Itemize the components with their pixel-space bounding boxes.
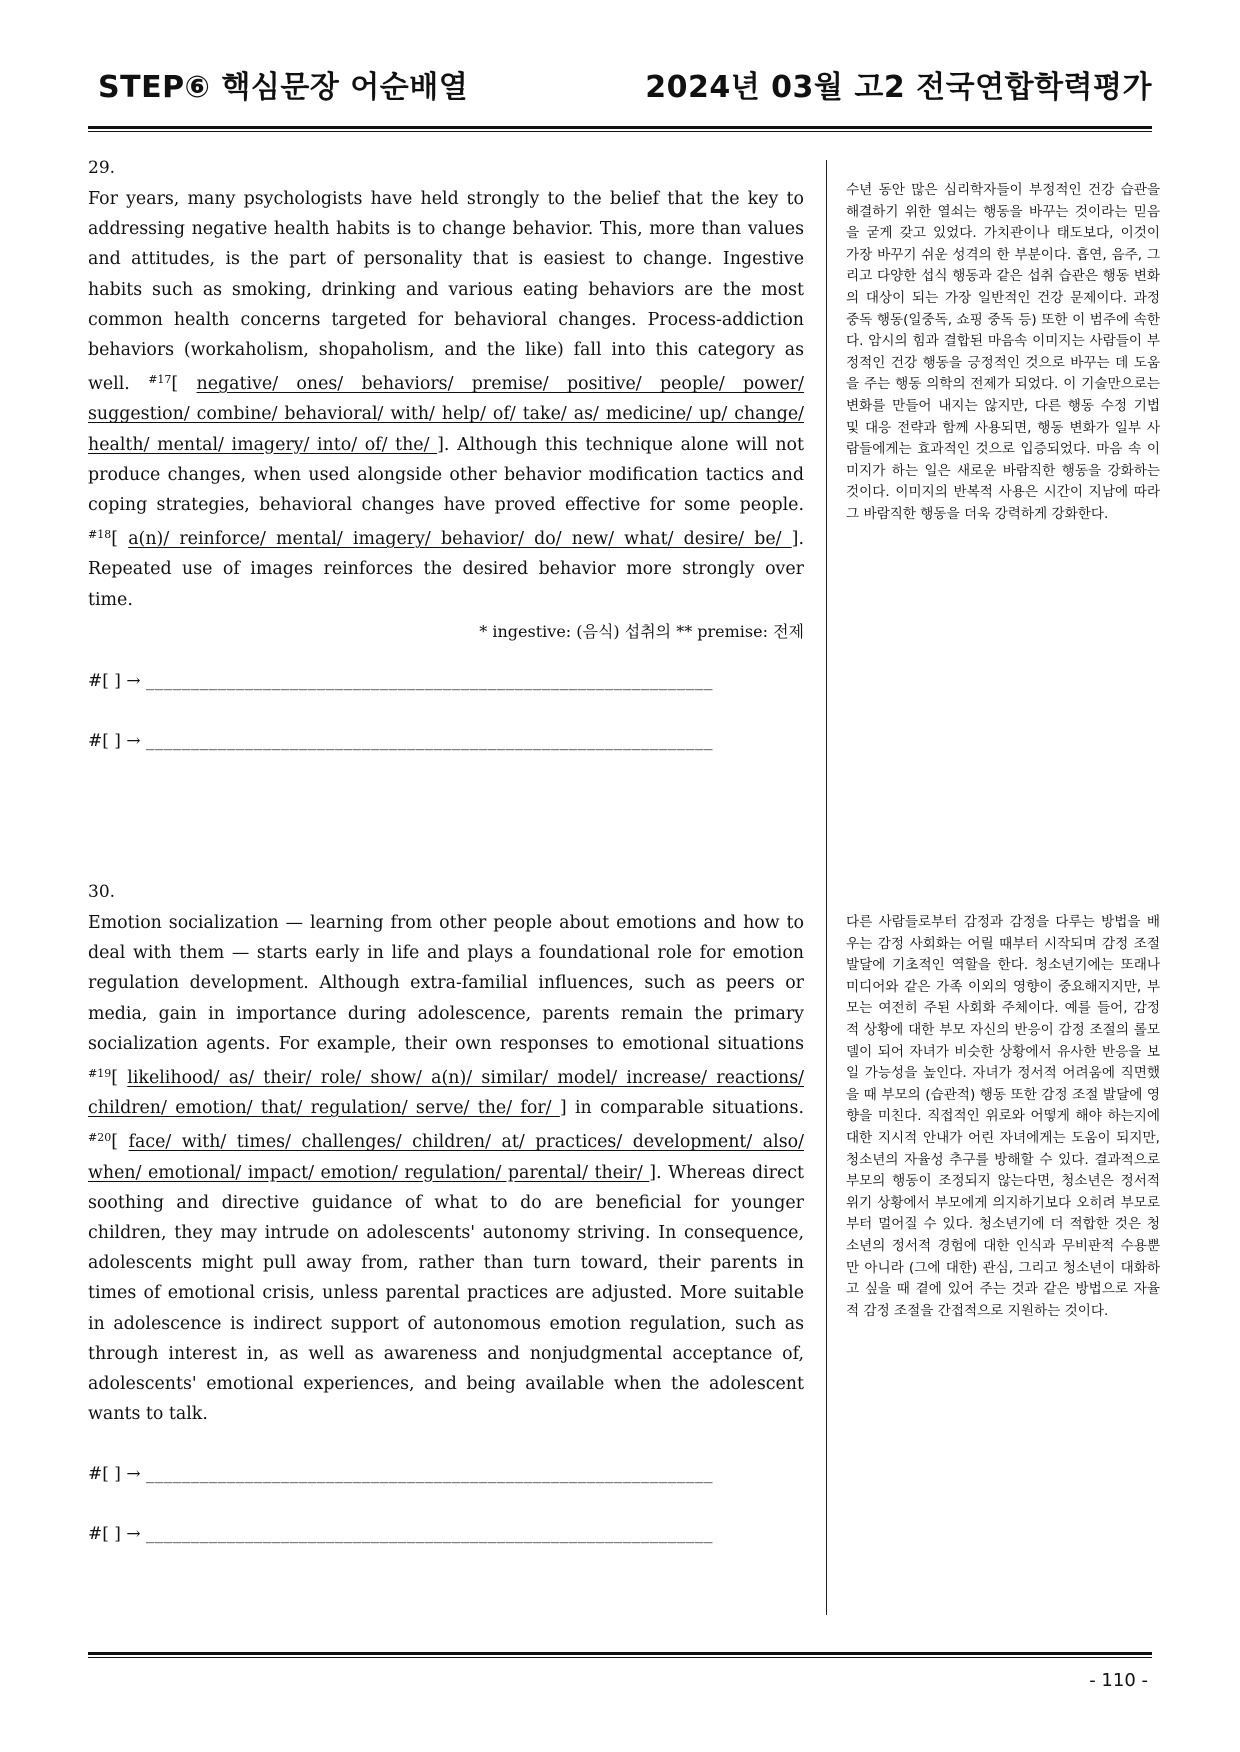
answer-prefix: #[ ] → bbox=[88, 1524, 141, 1545]
passage-text: Emotion socialization — learning from other people about emotions and how to deal with them — starts early in life and plays a foundational role for emotion regulation development. Although extra-familial influences, such as peers or media, gain in importance during adolescence, parents remain the primary socialization agents. For example, their own responses to emotional situations bbox=[88, 913, 804, 1054]
answer-blank[interactable]: _______________________________________________________________ bbox=[145, 1464, 713, 1485]
header-rule bbox=[88, 126, 1152, 132]
blank-marker-20: #20 bbox=[88, 1131, 112, 1145]
passage-30 bbox=[88, 908, 804, 1429]
question-number: 29. bbox=[88, 158, 116, 178]
translation-30: 다른 사람들로부터 감정과 감정을 다루는 방법을 배우는 감정 사회화는 어릴 때부터 시작되며 감정 조절 발달에 기초적인 역할을 한다. 청소년기에는 또래나 미디어와 같은 가족 이외의 영향이 중요해지지만, 부모는 여전히 주된 사회화 주체이다. 예를 들어, 감정적 상황에 대한 부모 자신의 반응이 감정 조절의 롤모델이 되어 자녀가 비슷한 상황에서 유사한 반응을 보일 가능성을 높인다. 자녀가 정서적 어려움에 직면했을 때 부모의 (습관적) 행동 또한 감정 조절 발달에 영향을 미친다. 직접적인 위로와 어떻게 해야 하는지에 대한 지시적 안내가 어린 자녀에게는 도움이 되지만, 청소년의 자율성 추구를 방해할 수 있다. 결과적으로 부모의 행동이 조정되지 않는다면, 청소년은 정서적 위기 상황에서 부모에게 의지하기보다 오히려 부모로부터 멀어질 수 있다. 청소년기에 더 적합한 것은 청소년의 정서적 경험에 대한 인식과 무비판적 수용뿐만 아니라 (그에 대한) 관심, 그리고 청소년이 대화하고 싶을 때 곁에 있어 주는 것과 같은 방법으로 자율적 감정 조절을 간접적으로 지원하는 것이다. bbox=[846, 914, 1161, 1319]
bracket-close: ] bbox=[791, 529, 799, 550]
blank-marker-19: #19 bbox=[88, 1067, 112, 1081]
passage-text: in comparable situations. bbox=[566, 1098, 805, 1119]
bracket-open: [ bbox=[111, 1068, 128, 1089]
bracket-open: [ bbox=[171, 374, 197, 395]
translation-29: 수년 동안 많은 심리학자들이 부정적인 건강 습관을 해결하기 위한 열쇠는 행동을 바꾸는 것이라는 믿음을 굳게 갖고 있었다. 가치관이나 태도보다, 이것이 가장 바꾸기 쉬운 성격의 한 부분이다. 흡연, 음주, 그리고 다양한 섭식 행동과 같은 섭취 습관은 행동 변화의 대상이 되는 가장 일반적인 건강 문제이다. 과정 중독 행동(일중독, 쇼핑 중독 등) 또한 이 범주에 속한다. 암시의 힘과 결합된 마음속 이미지는 사람들이 부정적인 건강 행동을 긍정적인 것으로 바꾸는 데 도움을 주는 행동 의학의 전제가 되었다. 이 기술만으로는 변화를 만들어 내지는 않지만, 다른 행동 수정 기법 및 대응 전략과 함께 사용되면, 행동 변화가 일부 사람들에게는 효과적인 것으로 입증되었다. 마음 속 이미지가 하는 일은 새로운 바람직한 행동을 강화하는 것이다. 이미지의 반복적 사용은 시간이 지남에 따라 그 바람직한 행동을 더욱 강력하게 강화한다. bbox=[846, 182, 1160, 522]
answer-blank[interactable]: _______________________________________________________________ bbox=[145, 670, 713, 691]
answer-line-1[interactable] bbox=[88, 1461, 804, 1487]
scramble-18: a(n)/ reinforce/ mental/ imagery/ behavior/ do/ new/ what/ desire/ be/ bbox=[128, 529, 792, 550]
scramble-19: likelihood/ as/ their/ role/ show/ a(n)/ similar/ model/ increase/ reactions/ children/ emotion/ that/ regulation/ serve/ the/ for/ bbox=[88, 1068, 804, 1119]
step-title: STEP⑥ 핵심문장 어순배열 bbox=[98, 70, 469, 105]
blank-marker-18: #18 bbox=[88, 528, 112, 542]
blank-marker-17: #17 bbox=[148, 373, 172, 387]
passage-text: For years, many psychologists have held strongly to the belief that the key to addressing negative health habits is to change behavior. This, more than values and attitudes, is the part of personality that is easiest to change. Ingestive habits such as smoking, drinking and various eating behaviors are the most common health concerns targeted for behavioral changes. Process-addiction behaviors (workaholism, shopaholism, and the like) fall into this category as well. bbox=[88, 189, 804, 395]
question-30 bbox=[88, 882, 804, 1547]
exam-title: 2024년 03월 고2 전국연합학력평가 bbox=[645, 70, 1152, 105]
answer-prefix: #[ ] → bbox=[88, 1464, 141, 1485]
passage-text: . Repeated use of images reinforces the desired behavior more strongly over time. bbox=[88, 529, 804, 610]
page-header bbox=[88, 62, 1152, 104]
footnote: * ingestive: (음식) 섭취의 ** premise: 전제 bbox=[479, 621, 804, 641]
scramble-17: negative/ ones/ behaviors/ premise/ positive/ people/ power/ suggestion/ combine/ behavioral/ with/ help/ of/ take/ as/ medicine/ up/ change/ health/ mental/ imagery/ into/ of/ the/ bbox=[88, 374, 804, 455]
question-29 bbox=[88, 158, 804, 754]
answer-blank[interactable]: _______________________________________________________________ bbox=[145, 1524, 713, 1545]
answer-line-2[interactable] bbox=[88, 1521, 804, 1547]
answer-line-1[interactable] bbox=[88, 668, 804, 694]
page-number: - 110 - bbox=[1089, 1670, 1148, 1691]
answer-prefix: #[ ] → bbox=[88, 730, 141, 751]
bracket-close: ] bbox=[559, 1098, 567, 1119]
question-number: 30. bbox=[88, 882, 116, 902]
bracket-close: ] bbox=[649, 1162, 657, 1183]
bracket-open: [ bbox=[111, 529, 129, 550]
footer-rule bbox=[88, 1652, 1152, 1658]
passage-text: . Whereas direct soothing and directive guidance of what to do are beneficial for younger children, they may intrude on adolescents' autonomy striving. In consequence, adolescents might pull away from, rather than turn toward, their parents in times of emotional crisis, unless parental practices are adjusted. More suitable in adolescence is indirect support of autonomous emotion regulation, such as through interest in, as well as awareness and nonjudgmental acceptance of, adolescents' emotional experiences, and being available when the adolescent wants to talk. bbox=[88, 1162, 804, 1425]
answer-prefix: #[ ] → bbox=[88, 670, 141, 691]
column-divider bbox=[826, 160, 827, 1615]
bracket-open: [ bbox=[111, 1132, 129, 1153]
passage-text: . Although this technique alone will not produce changes, when used alongside other behavior modification tactics and coping strategies, behavioral changes have proved effective for some people. bbox=[88, 434, 804, 516]
answer-blank[interactable]: _______________________________________________________________ bbox=[145, 730, 713, 751]
passage-29 bbox=[88, 184, 804, 615]
scramble-20: face/ with/ times/ challenges/ children/ at/ practices/ development/ also/ when/ emotional/ impact/ emotion/ regulation/ parental/ their/ bbox=[88, 1132, 804, 1183]
answer-line-2[interactable] bbox=[88, 728, 804, 754]
bracket-close: ] bbox=[437, 434, 444, 455]
